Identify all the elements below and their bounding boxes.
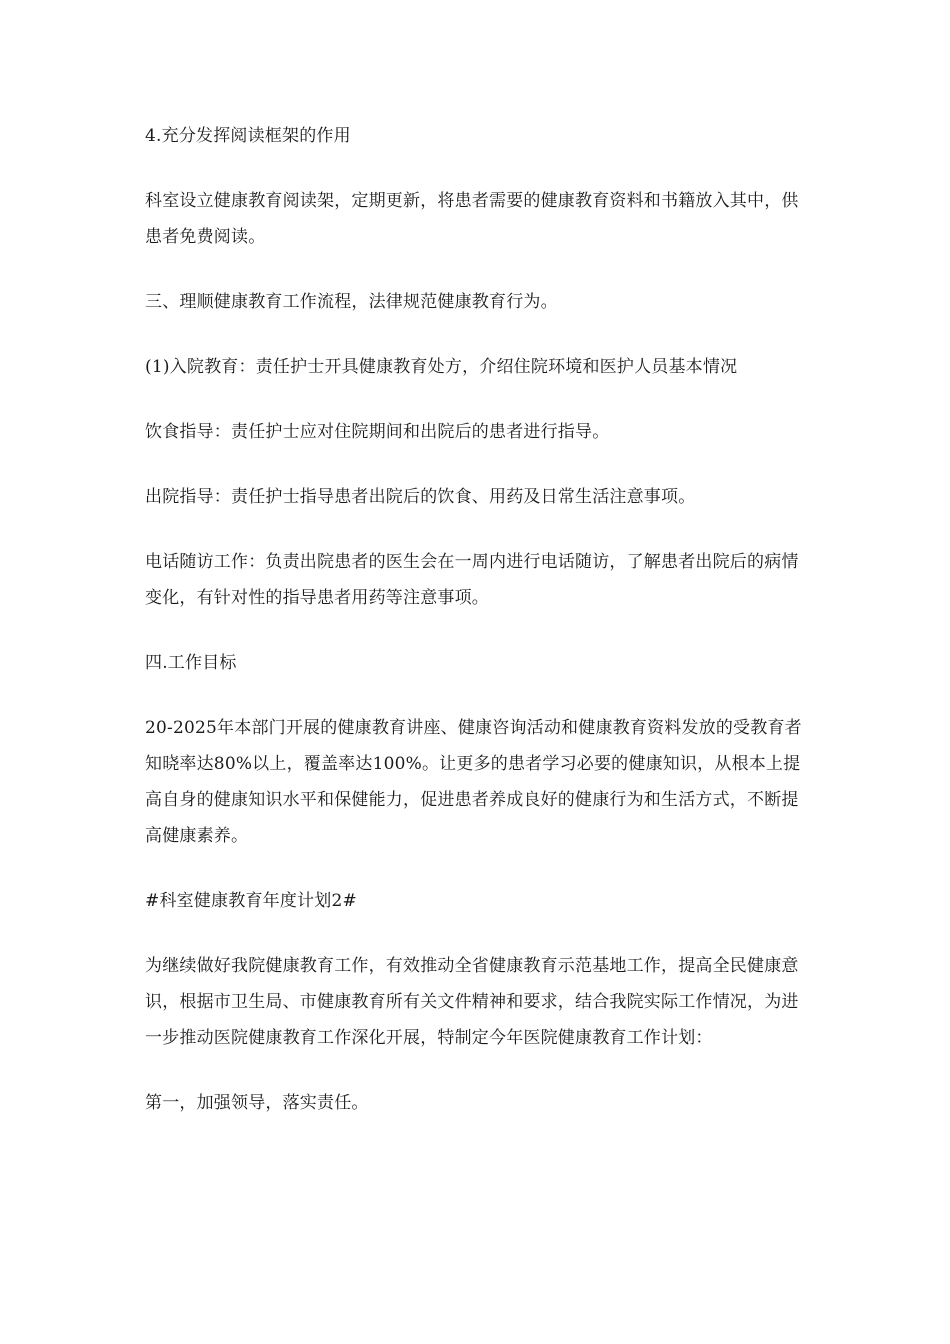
body-paragraph: 科室设立健康教育阅读架，定期更新，将患者需要的健康教育资料和书籍放入其中，供患者免费阅读。 xyxy=(145,191,799,247)
section-heading: 第一，加强领导，落实责任。 xyxy=(145,1093,369,1113)
body-paragraph: 出院指导：责任护士指导患者出院后的饮食、用药及日常生活注意事项。 xyxy=(145,487,696,507)
section-heading: 三、理顺健康教育工作流程，法律规范健康教育行为。 xyxy=(145,292,558,312)
body-paragraph: 20-2025年本部门开展的健康教育讲座、健康咨询活动和健康教育资料发放的受教育者知晓率达80%以上，覆盖率达100%。让更多的患者学习必要的健康知识，从根本上提高自身的健康知识水平和保健能力，促进患者养成良好的健康行为和生活方式，不断提高健康素养。 xyxy=(145,718,802,846)
document-body xyxy=(145,118,805,1150)
body-paragraph: 电话随访工作：负责出院患者的医生会在一周内进行电话随访，了解患者出院后的病情变化，有针对性的指导患者用药等注意事项。 xyxy=(145,552,799,608)
plan-title: #科室健康教育年度计划2# xyxy=(145,891,357,911)
body-paragraph: 饮食指导：责任护士应对住院期间和出院后的患者进行指导。 xyxy=(145,422,610,442)
section-heading: 4.充分发挥阅读框架的作用 xyxy=(145,126,351,146)
body-paragraph: (1)入院教育：责任护士开具健康教育处方，介绍住院环境和医护人员基本情况 xyxy=(145,357,738,377)
section-heading: 四.工作目标 xyxy=(145,653,237,673)
body-paragraph: 为继续做好我院健康教育工作，有效推动全省健康教育示范基地工作，提高全民健康意识，根据市卫生局、市健康教育所有关文件精神和要求，结合我院实际工作情况，为进一步推动医院健康教育工作深化开展，特制定今年医院健康教育工作计划： xyxy=(145,956,799,1048)
